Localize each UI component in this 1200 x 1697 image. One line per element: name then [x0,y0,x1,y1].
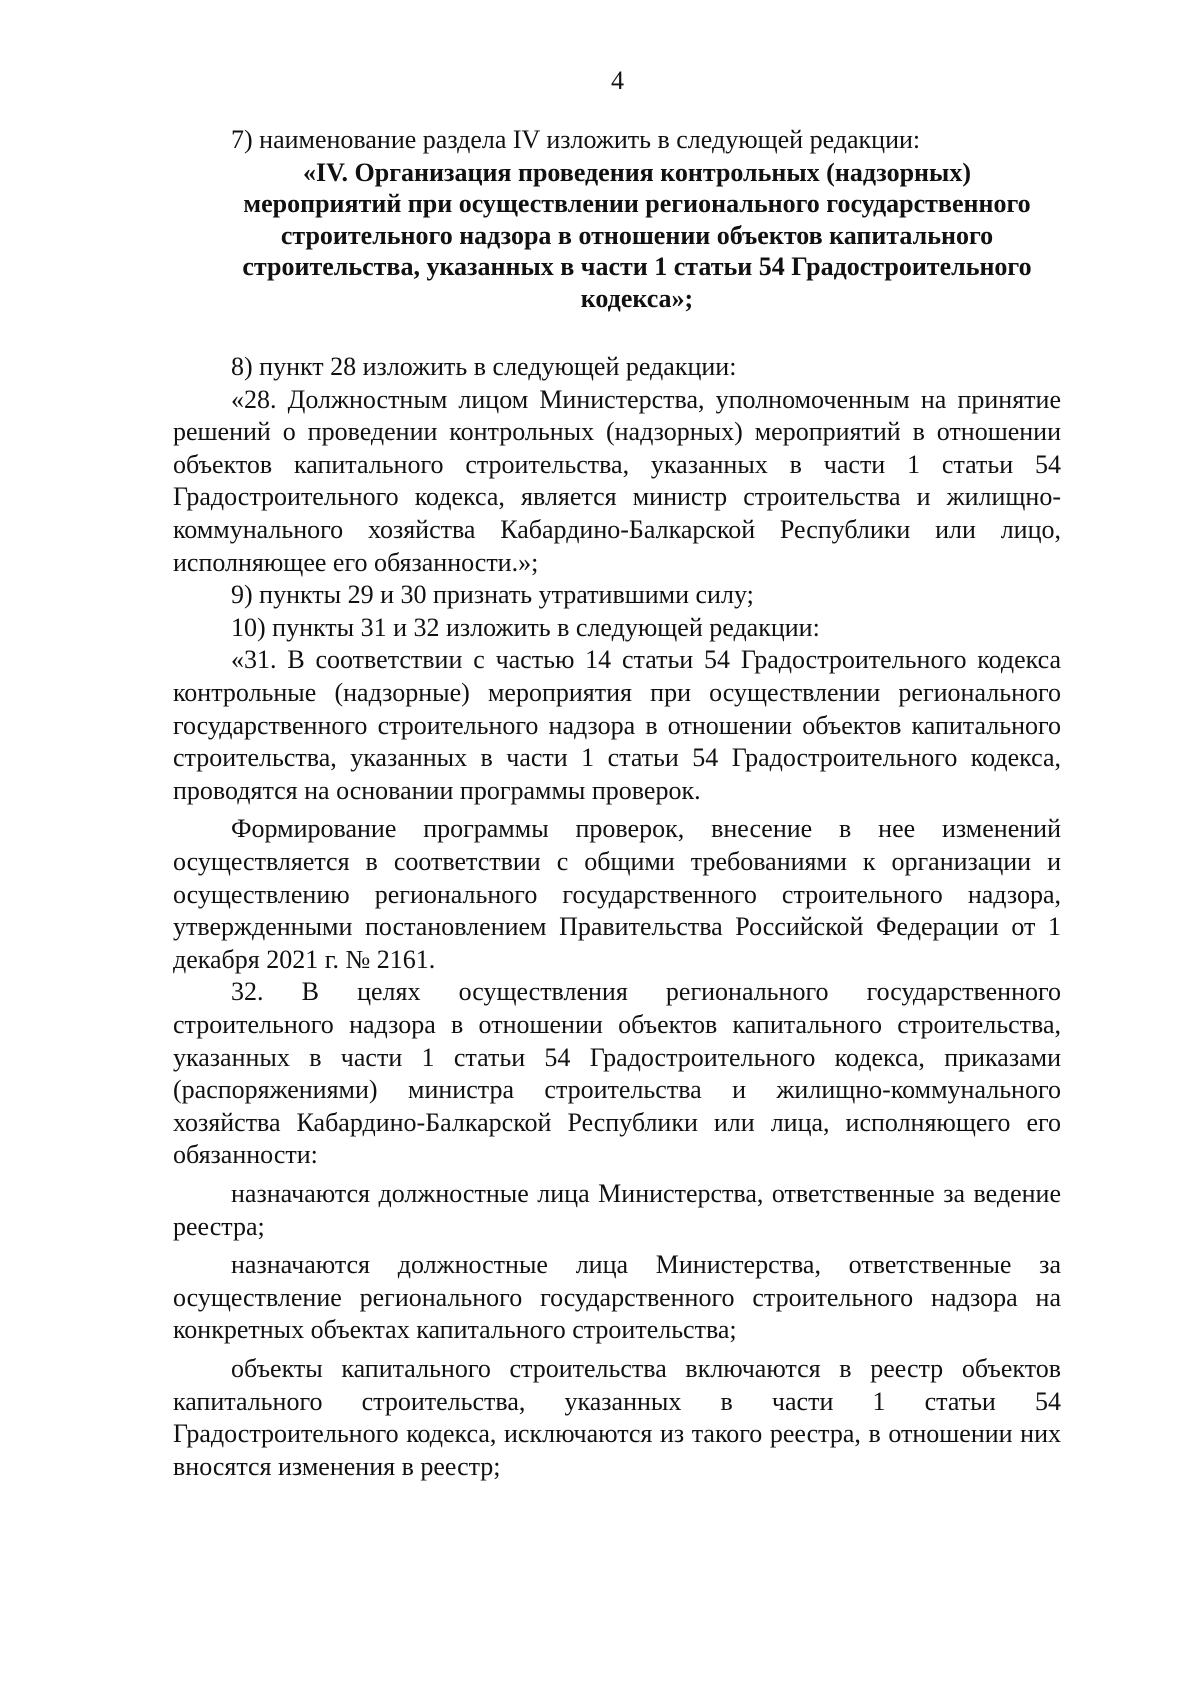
paragraph-32-registry: назначаются должностные лица Министерства, ответственные за ведение реестра; [173,1178,1061,1241]
item-10-intro: 10) пункты 31 и 32 изложить в следующей редакции: [231,612,820,642]
item-8-intro: 8) пункт 28 изложить в следующей редакции: [231,352,737,382]
paragraph-32: 32. В целях осуществления регионального государственного строительного надзора в отношении объектов капитального строительства, указанных в части 1 статьи 54 Градостроительного кодекса, приказами (распоряжениями) министра строительства и жилищно-коммунального хозяйства Кабардино-Балкарской Республики или лица, исполняющего его обязанности: [173,977,1061,1170]
page-number: 4 [611,66,624,95]
item-9: 9) пункты 29 и 30 признать утратившими силу; [231,580,754,610]
paragraph-32-supervision: назначаются должностные лица Министерства, ответственные за осуществление регионального государственного строительного надзора на конкретных объектах капитального строительства; [173,1250,1061,1345]
document-body [173,124,1061,1483]
item-8-text: «28. Должностным лицом Министерства, уполномоченным на принятие решений о проведении контрольных (надзорных) мероприятий в отношении объектов капитального строительства, указанных в части 1 статьи 54 Градостроительного кодекса, является министр строительства и жилищно-коммунального хозяйства Кабардино-Балкарской Республики или лицо, исполняющее его обязанности.»; [173,384,1061,577]
item-7-intro: 7) наименование раздела IV изложить в следующей редакции: [231,125,921,154]
paragraph-31-program: Формирование программы проверок, внесение в нее изменений осуществляется в соответствии с общими требованиями к организации и осуществлению регионального государственного строительного надзора, утвержденными постановлением Правительства Российской Федерации от 1 декабря 2021 г. № 2161. [173,814,1061,974]
section-iv-heading: «IV. Организация проведения контрольных (надзорных) мероприятий при осуществлении регионального государственного строительного надзора в отношении объектов капитального строительства, указанных в части 1 статьи 54 Градостроительного кодекса»; [242,157,1032,313]
paragraph-32-objects: объекты капитального строительства включаются в реестр объектов капитального строительства, указанных в части 1 статьи 54 Градостроительного кодекса, исключаются из такого реестра, в отношении них вносятся изменения в реестр; [173,1353,1061,1481]
paragraph-31: «31. В соответствии с частью 14 статьи 54 Градостроительного кодекса контрольные (надзорные) мероприятия при осуществлении регионального государственного строительного надзора в отношении объектов капитального строительства, указанных в части 1 статьи 54 Градостроительного кодекса, проводятся на основании программы проверок. [173,645,1061,805]
